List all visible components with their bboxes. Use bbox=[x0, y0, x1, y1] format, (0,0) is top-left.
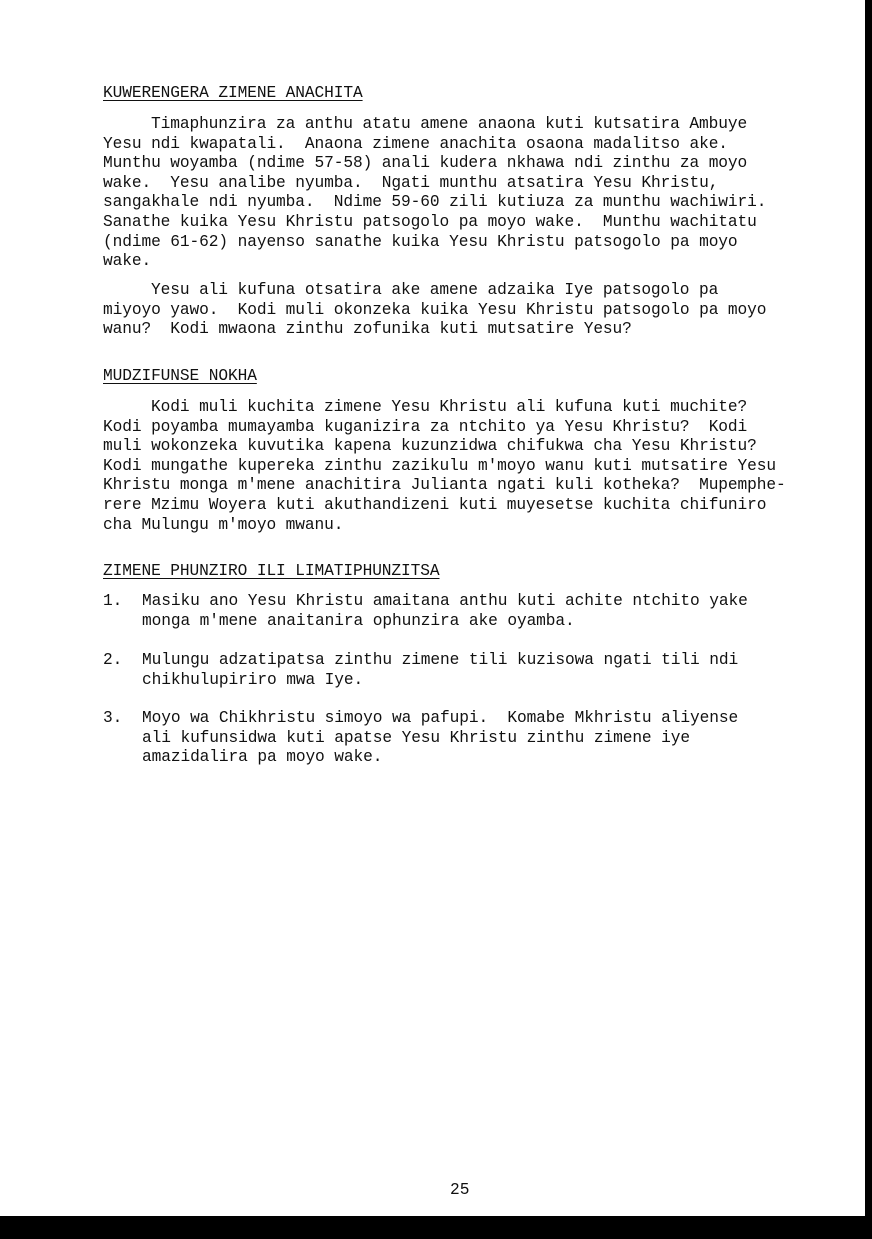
section-heading-kuwerengera: KUWERENGERA ZIMENE ANACHITA bbox=[103, 84, 363, 102]
text-line: (ndime 61-62) nayenso sanathe kuika Yesu Khristu patsogolo pa moyo bbox=[103, 232, 738, 251]
text-line: Moyo wa Chikhristu simoyo wa pafupi. Komabe Mkhristu aliyense bbox=[142, 709, 739, 727]
text-line: ali kufunsidwa kuti apatse Yesu Khristu zinthu zimene iye bbox=[142, 728, 691, 747]
text-line: Yesu ali kufuna otsatira ake amene adzaika Iye patsogolo pa bbox=[151, 281, 719, 299]
text-line: Kodi mungathe kupereka zinthu zazikulu m'moyo wanu kuti mutsatire Yesu bbox=[103, 456, 776, 475]
page-number: 25 bbox=[450, 1181, 470, 1199]
scan-border-right bbox=[865, 0, 872, 1239]
text-line: wanu? Kodi mwaona zinthu zofunika kuti mutsatire Yesu? bbox=[103, 320, 632, 339]
list-number: 2. bbox=[103, 651, 123, 669]
text-line: Sanathe kuika Yesu Khristu patsogolo pa moyo wake. Munthu wachitatu bbox=[103, 212, 757, 231]
text-line: amazidalira pa moyo wake. bbox=[142, 748, 383, 767]
list-item bbox=[103, 709, 738, 768]
list-number: 1. bbox=[103, 592, 123, 610]
text-line: Masiku ano Yesu Khristu amaitana anthu kuti achite ntchito yake bbox=[142, 592, 748, 610]
text-line: cha Mulungu m'moyo mwanu. bbox=[103, 515, 344, 534]
text-line: monga m'mene anaitanira ophunzira ake oyamba. bbox=[142, 611, 575, 630]
list-item bbox=[103, 592, 748, 631]
paragraph-3 bbox=[103, 398, 786, 535]
text-line: Timaphunzira za anthu atatu amene anaona kuti kutsatira Ambuye bbox=[151, 115, 748, 133]
text-line: Yesu ndi kwapatali. Anaona zimene anachita osaona madalitso ake. bbox=[103, 134, 728, 153]
section-heading-zimene-phunziro: ZIMENE PHUNZIRO ILI LIMATIPHUNZITSA bbox=[103, 562, 440, 580]
text-line: Munthu woyamba (ndime 57-58) anali kudera nkhawa ndi zinthu za moyo bbox=[103, 154, 748, 173]
text-line: Mulungu adzatipatsa zinthu zimene tili kuzisowa ngati tili ndi bbox=[142, 651, 739, 669]
section-heading-mudzifunse: MUDZIFUNSE NOKHA bbox=[103, 367, 257, 385]
text-line: Kodi poyamba mumayamba kuganizira za ntchito ya Yesu Khristu? Kodi bbox=[103, 417, 748, 436]
scan-border-bottom bbox=[0, 1216, 872, 1239]
paragraph-1 bbox=[103, 115, 766, 272]
text-line: Kodi muli kuchita zimene Yesu Khristu ali kufuna kuti muchite? bbox=[151, 398, 748, 416]
text-line: rere Mzimu Woyera kuti akuthandizeni kuti muyesetse kuchita chifuniro bbox=[103, 495, 767, 514]
text-line: miyoyo yawo. Kodi muli okonzeka kuika Yesu Khristu patsogolo pa moyo bbox=[103, 300, 767, 319]
text-line: Khristu monga m'mene anachitira Julianta ngati kuli kotheka? Mupemphe- bbox=[103, 476, 786, 495]
list-number: 3. bbox=[103, 709, 123, 727]
text-line: wake. bbox=[103, 252, 152, 271]
text-line: muli wokonzeka kuvutika kapena kuzunzidwa chifukwa cha Yesu Khristu? bbox=[103, 437, 757, 456]
paragraph-2 bbox=[103, 281, 766, 340]
text-line: sangakhale ndi nyumba. Ndime 59-60 zili kutiuza za munthu wachiwiri. bbox=[103, 193, 767, 212]
text-line: wake. Yesu analibe nyumba. Ngati munthu atsatira Yesu Khristu, bbox=[103, 173, 719, 192]
text-line: chikhulupiriro mwa Iye. bbox=[142, 670, 364, 689]
list-item bbox=[103, 651, 738, 690]
